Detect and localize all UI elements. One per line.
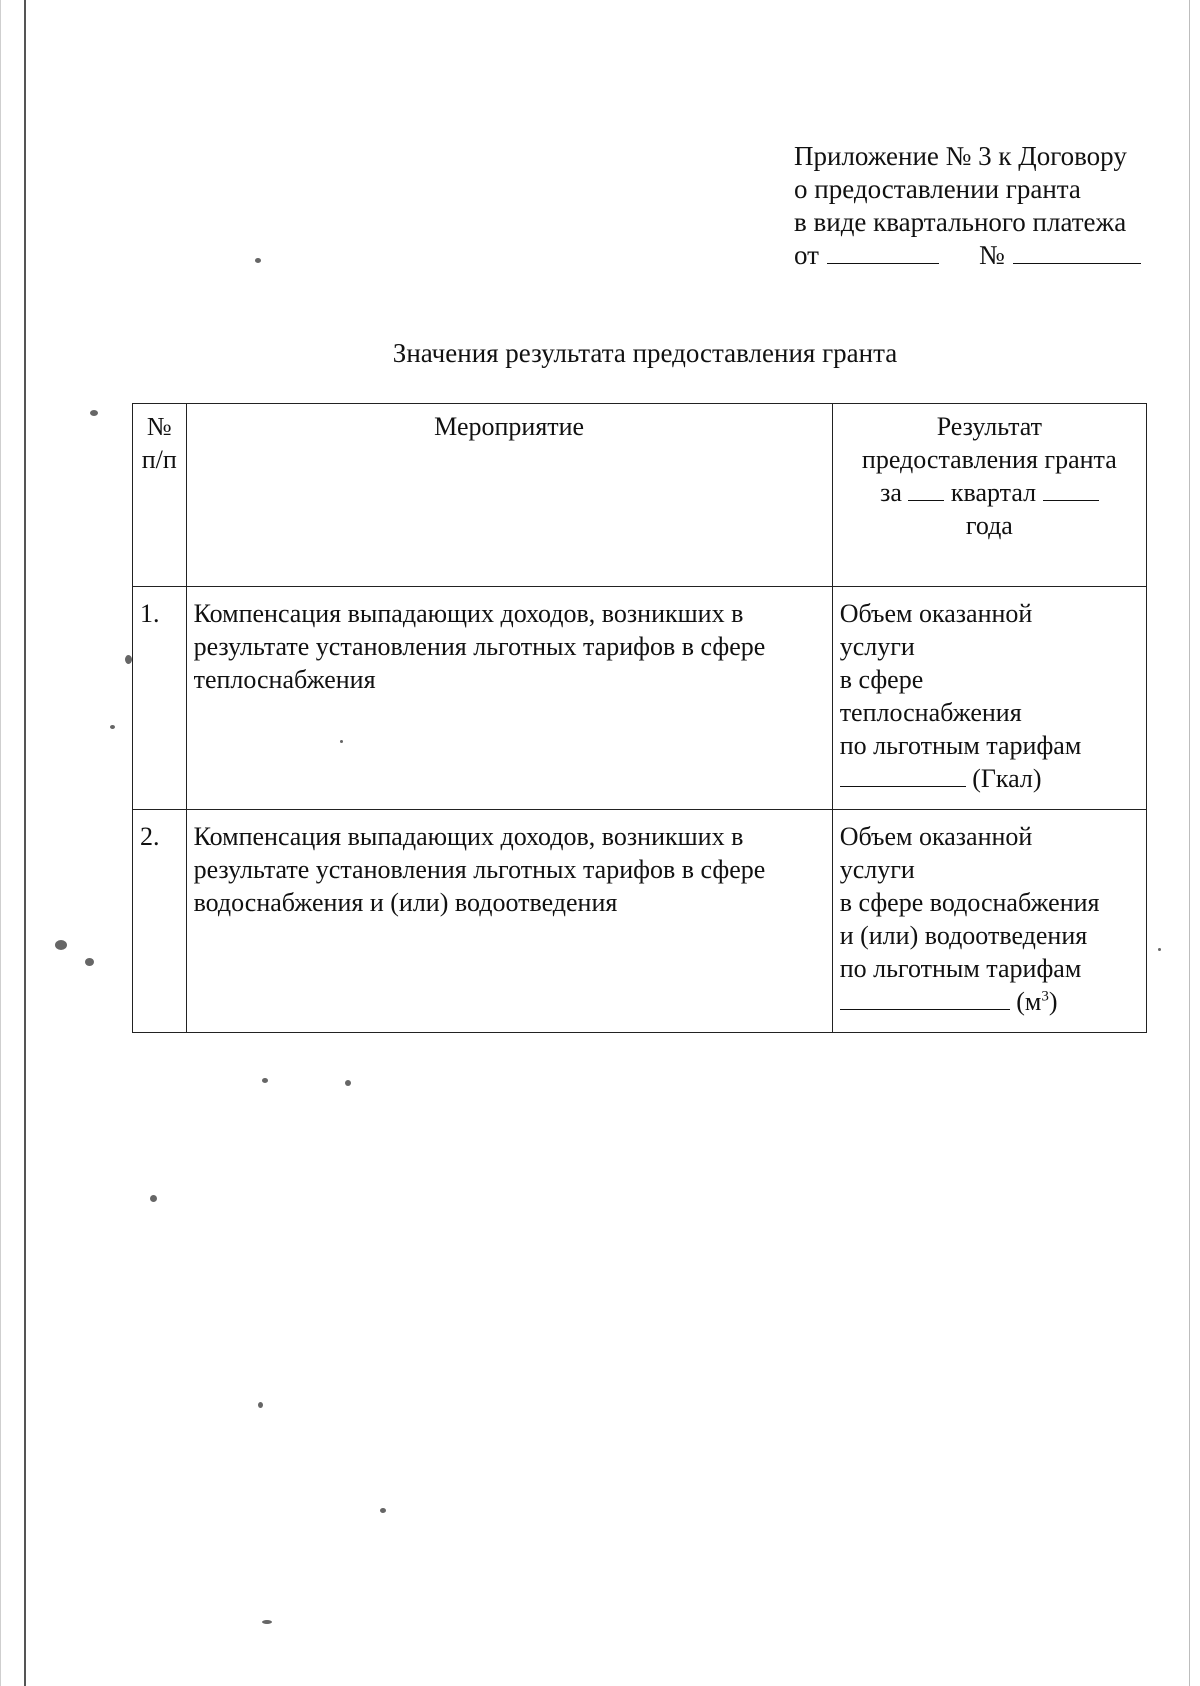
page-edge-left [24, 0, 26, 1686]
row-result-line: услуги [839, 855, 915, 884]
row-result [832, 810, 1146, 1033]
header-number-pp: п/п [141, 445, 177, 474]
document-title: Значения результата предоставления гранта [392, 338, 898, 368]
row-result-unit-line [840, 762, 1139, 795]
row-result-unit-line [840, 985, 1139, 1018]
header-result-za: за [880, 478, 902, 507]
scan-speck [125, 655, 132, 664]
row-result-line: Объем оказанной [839, 822, 1033, 851]
page-edge-outer [0, 0, 1, 1686]
appendix-line-2: о предоставлении гранта [794, 174, 1081, 204]
unit-close: ) [1048, 987, 1058, 1016]
scan-speck [345, 1080, 351, 1086]
number-blank [1013, 241, 1141, 264]
row-number: 2. [133, 810, 187, 1033]
scan-speck [258, 1402, 263, 1408]
header-result-line2: предоставления гранта [861, 445, 1117, 474]
header-result-goda: года [965, 511, 1013, 540]
row-result-line: по льготным тарифам [839, 954, 1082, 983]
row-result-line: Объем оказанной [839, 599, 1033, 628]
unit-superscript: 3 [1041, 988, 1049, 1005]
date-prefix: от [794, 240, 819, 270]
row-result-line: теплоснабжения [839, 698, 1022, 727]
header-result-line1: Результат [936, 412, 1042, 441]
row-result-line: в сфере [839, 665, 924, 694]
table-row [133, 810, 1147, 1033]
scan-speck [262, 1078, 268, 1083]
row-result-line: в сфере водоснабжения [839, 888, 1100, 917]
scan-speck [90, 410, 98, 416]
scan-speck [85, 958, 94, 966]
table-header-row [133, 404, 1147, 587]
scan-speck [340, 740, 343, 743]
appendix-header [794, 140, 1174, 272]
row-event: Компенсация выпадающих доходов, возникших в результате установления льготных тарифов в сфере теплоснабжения [186, 587, 832, 810]
header-result-kvartal: квартал [950, 478, 1037, 507]
row-result-unit: (м [1016, 987, 1042, 1016]
row-result-line: и (или) водоотведения [839, 921, 1088, 950]
row-result-line: по льготным тарифам [839, 731, 1082, 760]
scan-speck [110, 725, 115, 729]
row-result-unit: (Гкал) [972, 764, 1042, 793]
header-result-line3 [840, 476, 1139, 509]
amount-blank [840, 985, 1010, 1010]
appendix-line-1: Приложение № 3 к Договору [794, 141, 1127, 171]
scan-speck [1158, 948, 1161, 951]
grant-results-table [132, 403, 1147, 1033]
header-number [133, 404, 187, 587]
scan-speck [55, 940, 67, 950]
scan-speck [150, 1195, 157, 1202]
number-prefix: № [978, 240, 1005, 270]
table-row [133, 587, 1147, 810]
page-edge-right [1189, 0, 1190, 1686]
date-blank [827, 241, 939, 264]
header-number-sign: № [146, 412, 172, 441]
header-event: Мероприятие [186, 404, 832, 587]
row-result [832, 587, 1146, 810]
appendix-date-row [794, 239, 1174, 272]
row-event: Компенсация выпадающих доходов, возникших в результате установления льготных тарифов в сфере водоснабжения и (или) водоотведения [186, 810, 832, 1033]
amount-blank [840, 762, 966, 787]
row-number: 1. [133, 587, 187, 810]
scan-speck [262, 1620, 272, 1624]
scan-speck [255, 258, 261, 263]
quarter-blank [908, 476, 944, 501]
appendix-line-3: в виде квартального платежа [794, 207, 1127, 237]
row-result-line: услуги [839, 632, 915, 661]
scan-speck [380, 1508, 386, 1513]
year-blank [1043, 476, 1099, 501]
header-result [832, 404, 1146, 587]
